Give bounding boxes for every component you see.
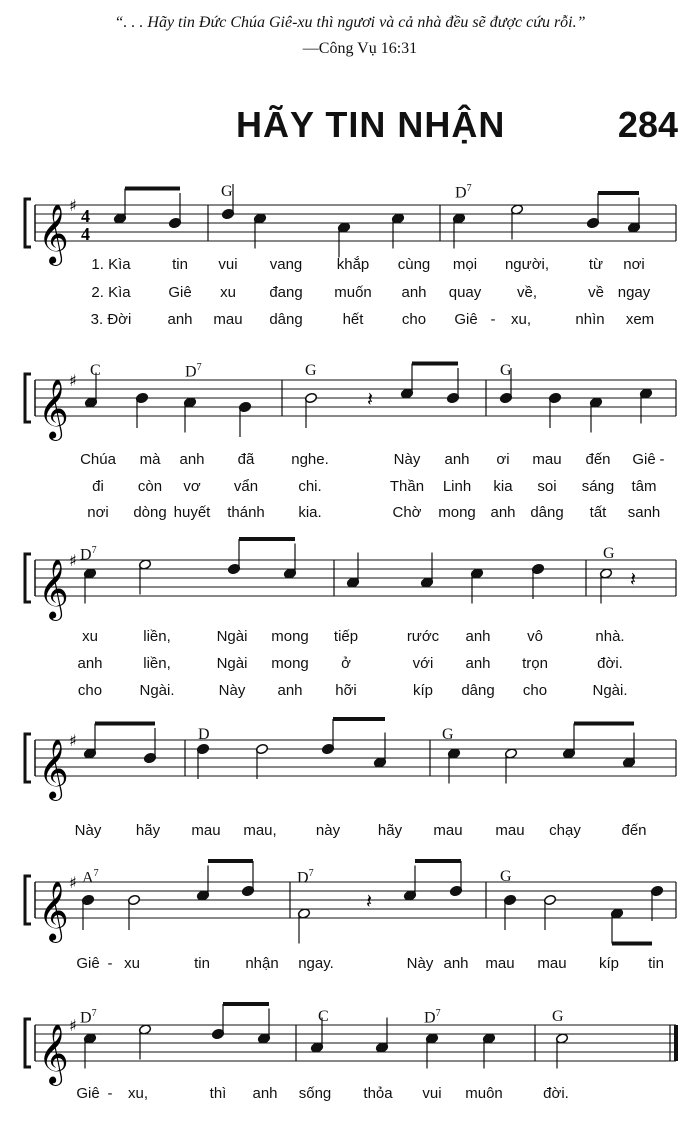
- lyric-syllable: xu,: [510, 311, 532, 328]
- lyric-syllable: xu: [82, 628, 98, 645]
- lyric-syllable: mau: [485, 955, 515, 972]
- chord-symbol: G: [442, 726, 454, 743]
- lyric-syllable: anh: [490, 504, 516, 521]
- lyric-syllable: dòng: [133, 504, 167, 521]
- lyric-syllable: Thần: [389, 478, 425, 495]
- system-bracket: [25, 199, 31, 247]
- lyric-syllable: Này: [406, 955, 434, 972]
- lyric-syllable: dâng: [461, 682, 495, 699]
- quarter-rest-icon: 𝄽: [367, 387, 374, 411]
- lyric-syllable: ở: [341, 655, 351, 672]
- treble-clef-icon: 𝄞: [38, 739, 69, 799]
- lyric-syllable: nghe.: [291, 451, 329, 468]
- hymn-title: HÃY TIN NHẬN: [236, 104, 506, 145]
- lyric-syllable: vô: [527, 628, 543, 645]
- key-signature-sharp-icon: ♯: [69, 1016, 77, 1035]
- lyric-syllable: xem: [625, 311, 655, 328]
- lyric-syllable: thánh: [227, 504, 265, 521]
- lyric-syllable: mau: [433, 822, 463, 839]
- quarter-rest-icon: 𝄽: [630, 567, 637, 591]
- lyric-syllable: muốn: [334, 284, 372, 301]
- lyric-syllable: tất: [589, 504, 607, 521]
- chord-extension: 7: [308, 868, 314, 879]
- lyric-syllable: huyết: [173, 504, 211, 521]
- chord-symbol: $D^7$: [80, 545, 97, 564]
- key-signature-sharp-icon: ♯: [69, 873, 77, 892]
- lyric-syllable: Giê: [168, 284, 192, 301]
- lyric-syllable: mau: [213, 311, 243, 328]
- lyric-syllable: -: [490, 311, 496, 328]
- lyric-syllable: Ngài.: [139, 682, 175, 699]
- lyric-syllable: nơi: [87, 504, 109, 521]
- lyric-syllable: Này: [74, 822, 102, 839]
- chord-symbol: G: [500, 362, 512, 379]
- lyric-syllable: tiếp: [333, 628, 359, 645]
- lyric-syllable: xu,: [127, 1085, 149, 1102]
- lyric-syllable: Chờ: [392, 504, 422, 521]
- lyric-syllable: vẩn: [233, 478, 259, 495]
- treble-clef-icon: 𝄞: [38, 204, 69, 264]
- lyric-syllable: ngay: [617, 284, 651, 301]
- lyric-syllable: còn: [137, 478, 163, 495]
- lyric-syllable: cho: [77, 682, 103, 699]
- system-bracket: [25, 374, 31, 422]
- chord-symbol: $D^7$: [424, 1008, 441, 1027]
- lyric-syllable: sáng: [581, 478, 615, 495]
- chord-symbol: $D^7$: [297, 868, 314, 887]
- lyric-syllable: nơi: [623, 256, 645, 273]
- time-signature-top: 4: [81, 206, 90, 226]
- lyric-syllable: đến: [585, 451, 611, 468]
- lyric-syllable: anh: [401, 284, 427, 301]
- lyric-syllable: mau: [191, 822, 221, 839]
- lyric-syllable: mọi: [452, 256, 478, 273]
- lyric-syllable: khắp: [336, 256, 370, 273]
- chord-extension: 7: [466, 183, 472, 194]
- key-signature-sharp-icon: ♯: [69, 731, 77, 750]
- lyric-syllable: mau: [532, 451, 562, 468]
- treble-clef-icon: 𝄞: [38, 559, 69, 619]
- lyric-syllable: Ngài.: [592, 682, 628, 699]
- lyric-syllable: Giê: [76, 955, 100, 972]
- lyric-syllable: Ngài: [216, 628, 248, 645]
- chord-symbol: G: [221, 183, 233, 200]
- chord-extension: 7: [196, 362, 202, 373]
- lyric-syllable: vui: [422, 1085, 442, 1102]
- lyric-syllable: hãy: [377, 822, 403, 839]
- lyric-syllable: rước: [406, 628, 440, 645]
- lyric-syllable: hỡi: [335, 682, 357, 699]
- treble-clef-icon: 𝄞: [38, 379, 69, 439]
- lyric-syllable: từ: [588, 256, 604, 273]
- lyric-syllable: này: [315, 822, 341, 839]
- lyric-syllable: -: [659, 451, 665, 468]
- lyric-syllable: thỏa: [363, 1085, 393, 1102]
- key-signature-sharp-icon: ♯: [69, 551, 77, 570]
- lyric-syllable: về: [588, 284, 604, 301]
- lyric-syllable: vang: [269, 256, 303, 273]
- lyric-syllable: đến: [621, 822, 647, 839]
- lyric-syllable: Ngài: [216, 655, 248, 672]
- chord-symbol: $D^7$: [185, 362, 202, 381]
- lyric-syllable: mau,: [243, 822, 277, 839]
- lyric-syllable: anh: [465, 628, 491, 645]
- lyric-syllable: liền,: [143, 655, 171, 672]
- lyric-syllable: kia: [493, 478, 513, 495]
- lyric-syllable: tin: [648, 955, 664, 972]
- lyric-syllable: sống: [298, 1085, 332, 1102]
- key-signature-sharp-icon: ♯: [69, 196, 77, 215]
- lyric-syllable: xu: [124, 955, 140, 972]
- lyric-syllable: Giê: [454, 311, 478, 328]
- chord-symbol: G: [552, 1008, 564, 1025]
- lyric-syllable: nhìn: [575, 311, 605, 328]
- epigraph: “. . . Hãy tin Đức Chúa Giê-xu thì ngươi và cả nhà đều sẽ được cứu rỗi.”: [114, 14, 586, 31]
- lyric-syllable: chạy: [549, 822, 581, 839]
- lyric-syllable: soi: [537, 478, 557, 495]
- lyric-syllable: cho: [401, 311, 427, 328]
- lyric-syllable: kíp: [598, 955, 620, 972]
- time-signature-bottom: 4: [81, 224, 90, 244]
- chord-extension: 7: [93, 868, 99, 879]
- treble-clef-icon: 𝄞: [38, 881, 69, 941]
- lyric-syllable: đang: [269, 284, 303, 301]
- lyric-syllable: tâm: [631, 478, 657, 495]
- chord-symbol: $D^7$: [80, 1008, 97, 1027]
- scripture-reference: —Công Vụ 16:31: [302, 40, 418, 57]
- lyric-syllable: vơ: [183, 478, 201, 495]
- lyric-syllable: ngay.: [298, 955, 334, 972]
- lyric-syllable: anh: [465, 655, 491, 672]
- lyric-syllable: đã: [237, 451, 255, 468]
- lyric-syllable: nhà.: [595, 628, 625, 645]
- chord-extension: 7: [435, 1008, 441, 1019]
- lyric-syllable: mong: [271, 628, 309, 645]
- lyric-syllable: Linh: [442, 478, 472, 495]
- lyric-syllable: ơi: [496, 451, 510, 468]
- system-bracket: [25, 1019, 31, 1067]
- chord-symbol: C: [90, 362, 101, 379]
- lyric-syllable: trọn: [522, 655, 548, 672]
- lyric-syllable: mau: [537, 955, 567, 972]
- lyric-syllable: mà: [139, 451, 161, 468]
- lyric-syllable: Này: [393, 451, 421, 468]
- lyric-syllable: người,: [504, 256, 550, 273]
- lyric-syllable: Này: [218, 682, 246, 699]
- chord-symbol: G: [603, 545, 615, 562]
- lyric-syllable: tin: [172, 256, 188, 273]
- lyric-syllable: Giê: [76, 1085, 100, 1102]
- lyric-syllable: đi: [92, 478, 104, 495]
- lyric-syllable: cho: [522, 682, 548, 699]
- lyric-syllable: 1. Kìa: [91, 256, 131, 273]
- treble-clef-icon: 𝄞: [38, 1024, 69, 1084]
- system-bracket: [25, 554, 31, 602]
- lyric-syllable: đời.: [543, 1085, 569, 1102]
- chord-symbol: $D^7$: [455, 183, 472, 202]
- chord-symbol: G: [500, 868, 512, 885]
- chord-symbol: $A^7$: [82, 868, 99, 887]
- chord-symbol: C: [318, 1008, 329, 1025]
- lyric-syllable: anh: [277, 682, 303, 699]
- lyric-syllable: mong: [271, 655, 309, 672]
- lyric-syllable: anh: [443, 955, 469, 972]
- lyric-syllable: 2. Kìa: [91, 284, 131, 301]
- lyric-syllable: -: [107, 955, 113, 972]
- lyric-syllable: hết: [342, 311, 364, 328]
- lyric-syllable: cùng: [397, 256, 431, 273]
- lyric-syllable: vui: [218, 256, 238, 273]
- lyric-syllable: thì: [209, 1085, 227, 1102]
- lyric-syllable: -: [107, 1085, 113, 1102]
- system-bracket: [25, 734, 31, 782]
- lyric-syllable: muôn: [465, 1085, 503, 1102]
- lyric-syllable: 3. Đời: [90, 311, 132, 328]
- lyric-syllable: với: [412, 655, 434, 672]
- lyric-syllable: hãy: [135, 822, 161, 839]
- lyric-syllable: mong: [438, 504, 476, 521]
- lyric-syllable: nhận: [245, 955, 279, 972]
- lyric-syllable: kia.: [298, 504, 322, 521]
- lyric-syllable: mau: [495, 822, 525, 839]
- lyric-syllable: xu: [220, 284, 236, 301]
- lyric-syllable: về,: [516, 284, 538, 301]
- key-signature-sharp-icon: ♯: [69, 371, 77, 390]
- system-bracket: [25, 876, 31, 924]
- lyric-syllable: anh: [444, 451, 470, 468]
- lyric-syllable: đời.: [597, 655, 623, 672]
- lyric-syllable: anh: [167, 311, 193, 328]
- lyric-syllable: kíp: [412, 682, 434, 699]
- chord-symbol: D: [198, 726, 210, 743]
- lyric-syllable: chi.: [298, 478, 322, 495]
- quarter-rest-icon: 𝄽: [366, 889, 373, 913]
- lyric-syllable: dâng: [269, 311, 303, 328]
- lyric-syllable: anh: [179, 451, 205, 468]
- lyric-syllable: dâng: [530, 504, 564, 521]
- lyric-syllable: quay: [448, 284, 482, 301]
- chord-extension: 7: [91, 545, 97, 556]
- hymn-number: 284: [617, 104, 678, 145]
- lyric-syllable: liền,: [143, 628, 171, 645]
- lyric-syllable: Chúa: [80, 451, 116, 468]
- lyric-syllable: tin: [194, 955, 210, 972]
- lyric-syllable: sanh: [627, 504, 661, 521]
- chord-symbol: G: [305, 362, 317, 379]
- lyric-syllable: anh: [77, 655, 103, 672]
- lyric-syllable: anh: [252, 1085, 278, 1102]
- lyric-syllable: Giê: [632, 451, 656, 468]
- chord-extension: 7: [91, 1008, 97, 1019]
